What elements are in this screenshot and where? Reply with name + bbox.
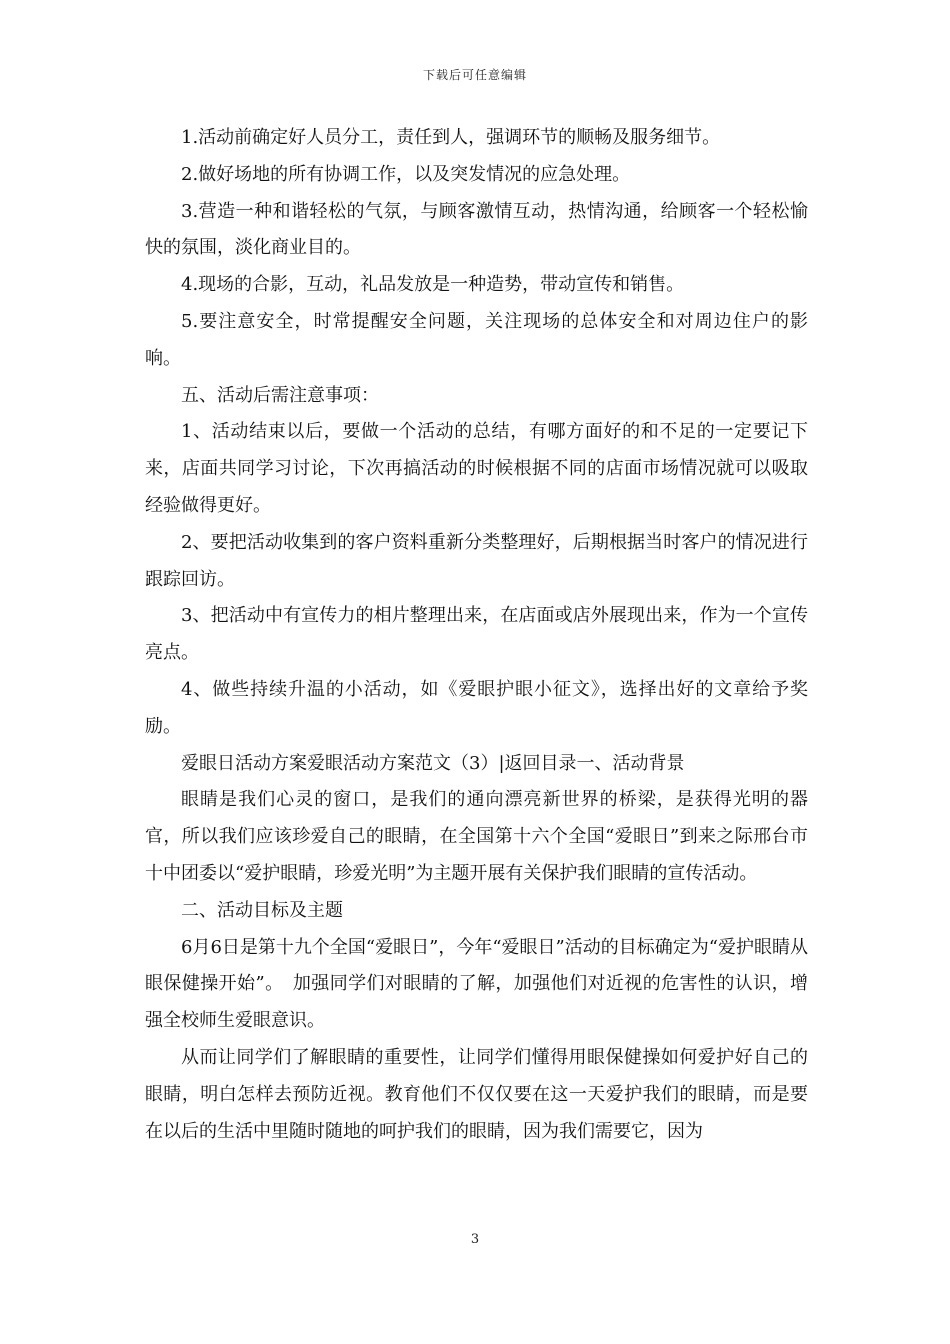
paragraph: 2.做好场地的所有协调工作，以及突发情况的应急处理。	[181, 163, 631, 185]
paragraph: 3.营造一种和谐轻松的气氛，与顾客激情互动，热情沟通，给顾客一个轻松愉快的氛围，淡化商业目的。	[145, 200, 808, 259]
paragraph: 眼睛是我们心灵的窗口，是我们的通向漂亮新世界的桥梁，是获得光明的器官，所以我们应该珍爱自己的眼睛，在全国第十六个全国“爱眼日”到来之际邢台市十中团委以“爱护眼睛，珍爱光明”为主题开展有关保护我们眼睛的宣传活动。	[145, 789, 808, 884]
paragraph: 1.活动前确定好人员分工，责任到人，强调环节的顺畅及服务细节。	[181, 127, 721, 148]
paragraph: 2、要把活动收集到的客户资料重新分类整理好，后期根据当时客户的情况进行跟踪回访。	[145, 531, 808, 590]
paragraph: 从而让同学们了解眼睛的重要性，让同学们懂得用眼保健操如何爱护好自己的眼睛，明白怎样去预防近视。教育他们不仅仅要在这一天爱护我们的眼睛，而是要在以后的生活中里随时随地的呵护我们的眼睛，因为我们需要它，因为	[145, 1046, 808, 1142]
paragraph: 6月6日是第十九个全国“爱眼日”，今年“爱眼日”活动的目标确定为“爱护眼睛从眼保健操开始”。 加强同学们对眼睛的了解，加强他们对近视的危害性的认识，增强全校师生爱眼意识。	[145, 936, 808, 1032]
paragraph: 5.要注意安全，时常提醒安全问题，关注现场的总体安全和对周边住户的影响。	[145, 310, 808, 369]
paragraph: 3、把活动中有宣传力的相片整理出来，在店面或店外展现出来，作为一个宣传亮点。	[145, 605, 808, 664]
section-heading: 二、活动目标及主题	[181, 899, 343, 921]
page-number: 3	[470, 1232, 480, 1247]
page-header: 下载后可任意编辑	[422, 68, 527, 82]
section-heading: 爱眼日活动方案爱眼活动方案范文（3）|返回目录一、活动背景	[181, 752, 685, 774]
paragraph: 4、做些持续升温的小活动，如《爱眼护眼小征文》，选择出好的文章给予奖励。	[145, 678, 808, 737]
paragraph: 4.现场的合影，互动，礼品发放是一种造势，带动宣传和销售。	[181, 274, 685, 296]
section-heading: 五、活动后需注意事项：	[181, 384, 379, 406]
paragraph: 1、活动结束以后，要做一个活动的总结，有哪方面好的和不足的一定要记下来，店面共同学习讨论，下次再搞活动的时候根据不同的店面市场情况就可以吸取经验做得更好。	[145, 421, 808, 516]
document-body	[145, 120, 808, 1150]
